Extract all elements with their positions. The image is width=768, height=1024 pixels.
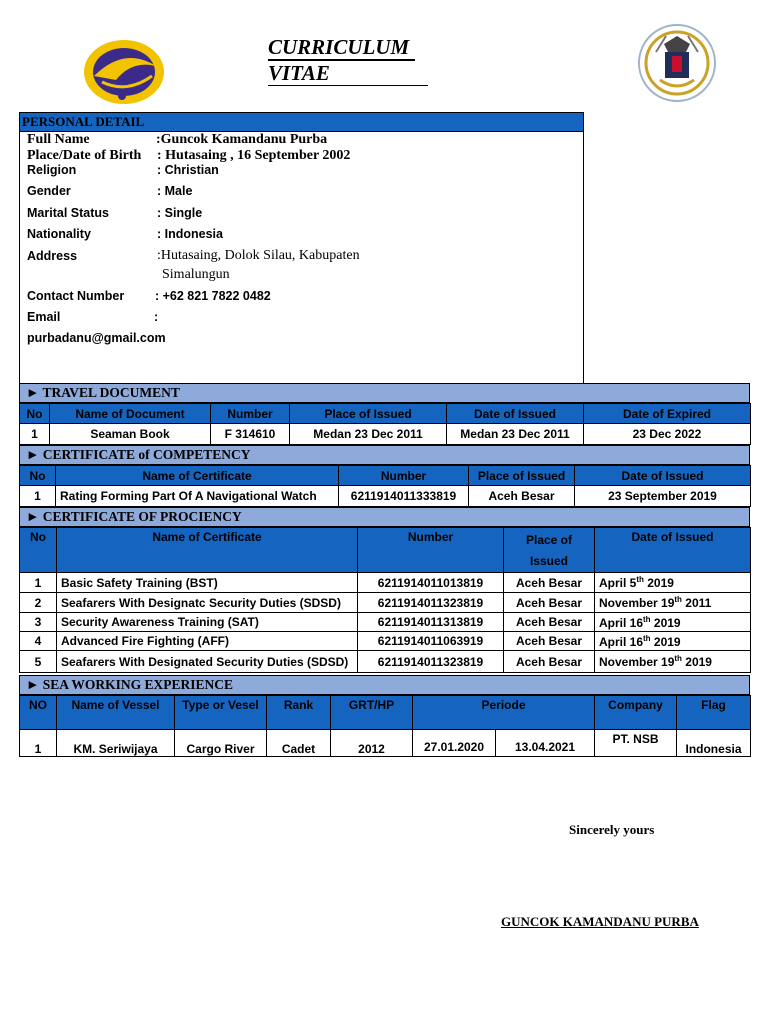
experience-table [19,695,751,757]
cell: 1 [20,573,57,593]
col-header: Date of Expired [584,404,751,424]
closing-text: Sincerely yours [569,822,655,837]
cell: 1 [20,730,57,757]
date-suffix: th [674,654,682,663]
travel-document-section [19,383,750,403]
col-header: Name of Document [50,404,211,424]
cell: Advanced Fire Fighting (AFF) [57,632,358,651]
cell: 4 [20,632,57,651]
cell: 2 [20,593,57,613]
table-header-row [20,404,751,424]
cell: 6211914011063919 [358,632,504,651]
marital-value: : Single [157,206,203,220]
cell: Aceh Besar [504,613,595,632]
table-row [20,651,751,673]
table-row [20,593,751,613]
cell: Seaman Book [50,424,211,445]
date-text: November 19 [599,596,675,610]
col-header: Name of Certificate [56,466,339,486]
col-header: Name of Certificate [57,528,358,573]
table-row [20,573,751,593]
experience-title: ► SEA WORKING EXPERIENCE [26,677,234,692]
personal-detail-title: PERSONAL DETAIL [22,114,145,129]
col-header: Number [339,466,469,486]
cell: 6211914011323819 [358,651,504,673]
cell: 6211914011323819 [358,593,504,613]
cell: Seafarers With Designatc Security Duties (SDSD) [57,593,358,613]
col-header: Date of Issued [447,404,584,424]
competency-table [19,465,751,507]
cell: 1 [20,486,56,507]
cell: Medan 23 Dec 2011 [290,424,447,445]
cell [595,651,751,673]
table-row [20,424,751,445]
cell: Cadet [267,730,331,757]
date-suffix: th [636,575,644,584]
col-header: GRT/HP [331,696,413,730]
cell: Aceh Besar [504,573,595,593]
religion-label: Religion [27,163,77,177]
date-year: 2019 [681,655,712,669]
cell: 6211914011013819 [358,573,504,593]
col-header: Date of Issued [575,466,751,486]
marital-label: Marital Status [27,206,109,220]
col-header: Type or Vesel [175,696,267,730]
proficiency-title: ► CERTIFICATE OF PROCIENCY [26,509,242,524]
address-value-line2: Simalungun [162,267,230,282]
col-header: Number [358,528,504,573]
cell: 6211914011333819 [339,486,469,507]
nationality-label: Nationality [27,227,91,241]
travel-document-table [19,403,751,445]
col-header: Rank [267,696,331,730]
document-title [268,35,428,86]
competency-title: ► CERTIFICATE of COMPETENCY [26,447,251,462]
cell: Rating Forming Part Of A Navigational Watch [56,486,339,507]
travel-document-title: ► TRAVEL DOCUMENT [26,385,180,400]
cell: 3 [20,613,57,632]
col-header: Place of Issued [290,404,447,424]
cell: 23 Dec 2022 [584,424,751,445]
cell: Aceh Besar [504,651,595,673]
religion-value: : Christian [157,163,219,177]
col-header: Flag [677,696,751,730]
contact-label: Contact Number [27,289,125,303]
nationality-value: : Indonesia [157,227,223,241]
date-text: April 5 [599,576,637,590]
cell: Aceh Besar [504,593,595,613]
col-header: Place of Issued [504,528,595,573]
date-suffix: th [643,614,651,624]
cell: Cargo River [175,730,267,757]
maritime-emblem [636,22,718,104]
personal-detail-header [19,112,584,132]
date-year: 2011 [681,596,712,610]
birth-value: : Hutasaing , 16 September 2002 [157,148,351,163]
email-colon: : [154,310,159,324]
cell: 1 [20,424,50,445]
date-year: 2019 [650,634,681,649]
cell: 2012 [331,730,413,757]
table-header-row [20,696,751,730]
cell: 23 September 2019 [575,486,751,507]
email-label: Email [27,310,61,324]
cell: Seafarers With Designated Security Duties (SDSD) [57,651,358,673]
experience-section [19,675,750,695]
date-text: April 16 [599,634,644,649]
cell: Medan 23 Dec 2011 [447,424,584,445]
title-line2: VITAE [268,61,428,86]
col-header: Date of Issued [595,528,751,573]
table-row [20,632,751,651]
table-header-row [20,528,751,573]
cell: Indonesia [677,730,751,757]
cell: Security Awareness Training (SAT) [57,613,358,632]
proficiency-section [19,507,750,527]
date-suffix: th [643,633,651,643]
cell: PT. NSB [595,730,677,757]
cell: Aceh Besar [504,632,595,651]
period-end: 13.04.2021 [514,740,576,754]
col-header: No [20,466,56,486]
gender-label: Gender [27,184,71,198]
table-row [20,613,751,632]
cell: 5 [20,651,57,673]
proficiency-table [19,527,751,673]
table-row [20,730,751,757]
col-header: Company [595,696,677,730]
contact-value: : +62 821 7822 0482 [155,289,271,303]
date-suffix: th [674,595,682,604]
full-name-label: Full Name [27,132,90,147]
col-header: No [20,528,57,573]
col-header: Name of Vessel [57,696,175,730]
date-text: November 19 [599,655,675,669]
table-header-row [20,466,751,486]
date-text: April 16 [599,615,644,630]
cell [595,573,751,593]
gender-value: : Male [157,184,193,198]
signature-name: GUNCOK KAMANDANU PURBA [501,914,699,929]
full-name-value: :Guncok Kamandanu Purba [156,132,328,147]
address-value-line1: :Hutasaing, Dolok Silau, Kabupaten [157,248,360,263]
address-label: Address [27,249,78,263]
table-row [20,486,751,507]
title-line1: CURRICULUM [268,35,415,61]
col-header: Place of Issued [469,466,575,486]
col-header: Number [211,404,290,424]
cell: 6211914011313819 [358,613,504,632]
col-header: No [20,404,50,424]
cell [595,613,751,632]
period-start: 27.01.2020 [413,730,496,756]
ministry-logo [72,36,176,108]
cell: Basic Safety Training (BST) [57,573,358,593]
email-value: purbadanu@gmail.com [27,331,166,345]
cell [595,632,751,651]
cell: KM. Seriwijaya [57,730,175,757]
date-year: 2019 [650,615,681,630]
competency-section [19,445,750,465]
cell: F 314610 [211,424,290,445]
cell [413,730,595,757]
col-header: NO [20,696,57,730]
birth-label: Place/Date of Birth [27,148,142,163]
cell [595,593,751,613]
cell: Aceh Besar [469,486,575,507]
date-year: 2019 [643,576,674,590]
col-header: Periode [413,696,595,730]
